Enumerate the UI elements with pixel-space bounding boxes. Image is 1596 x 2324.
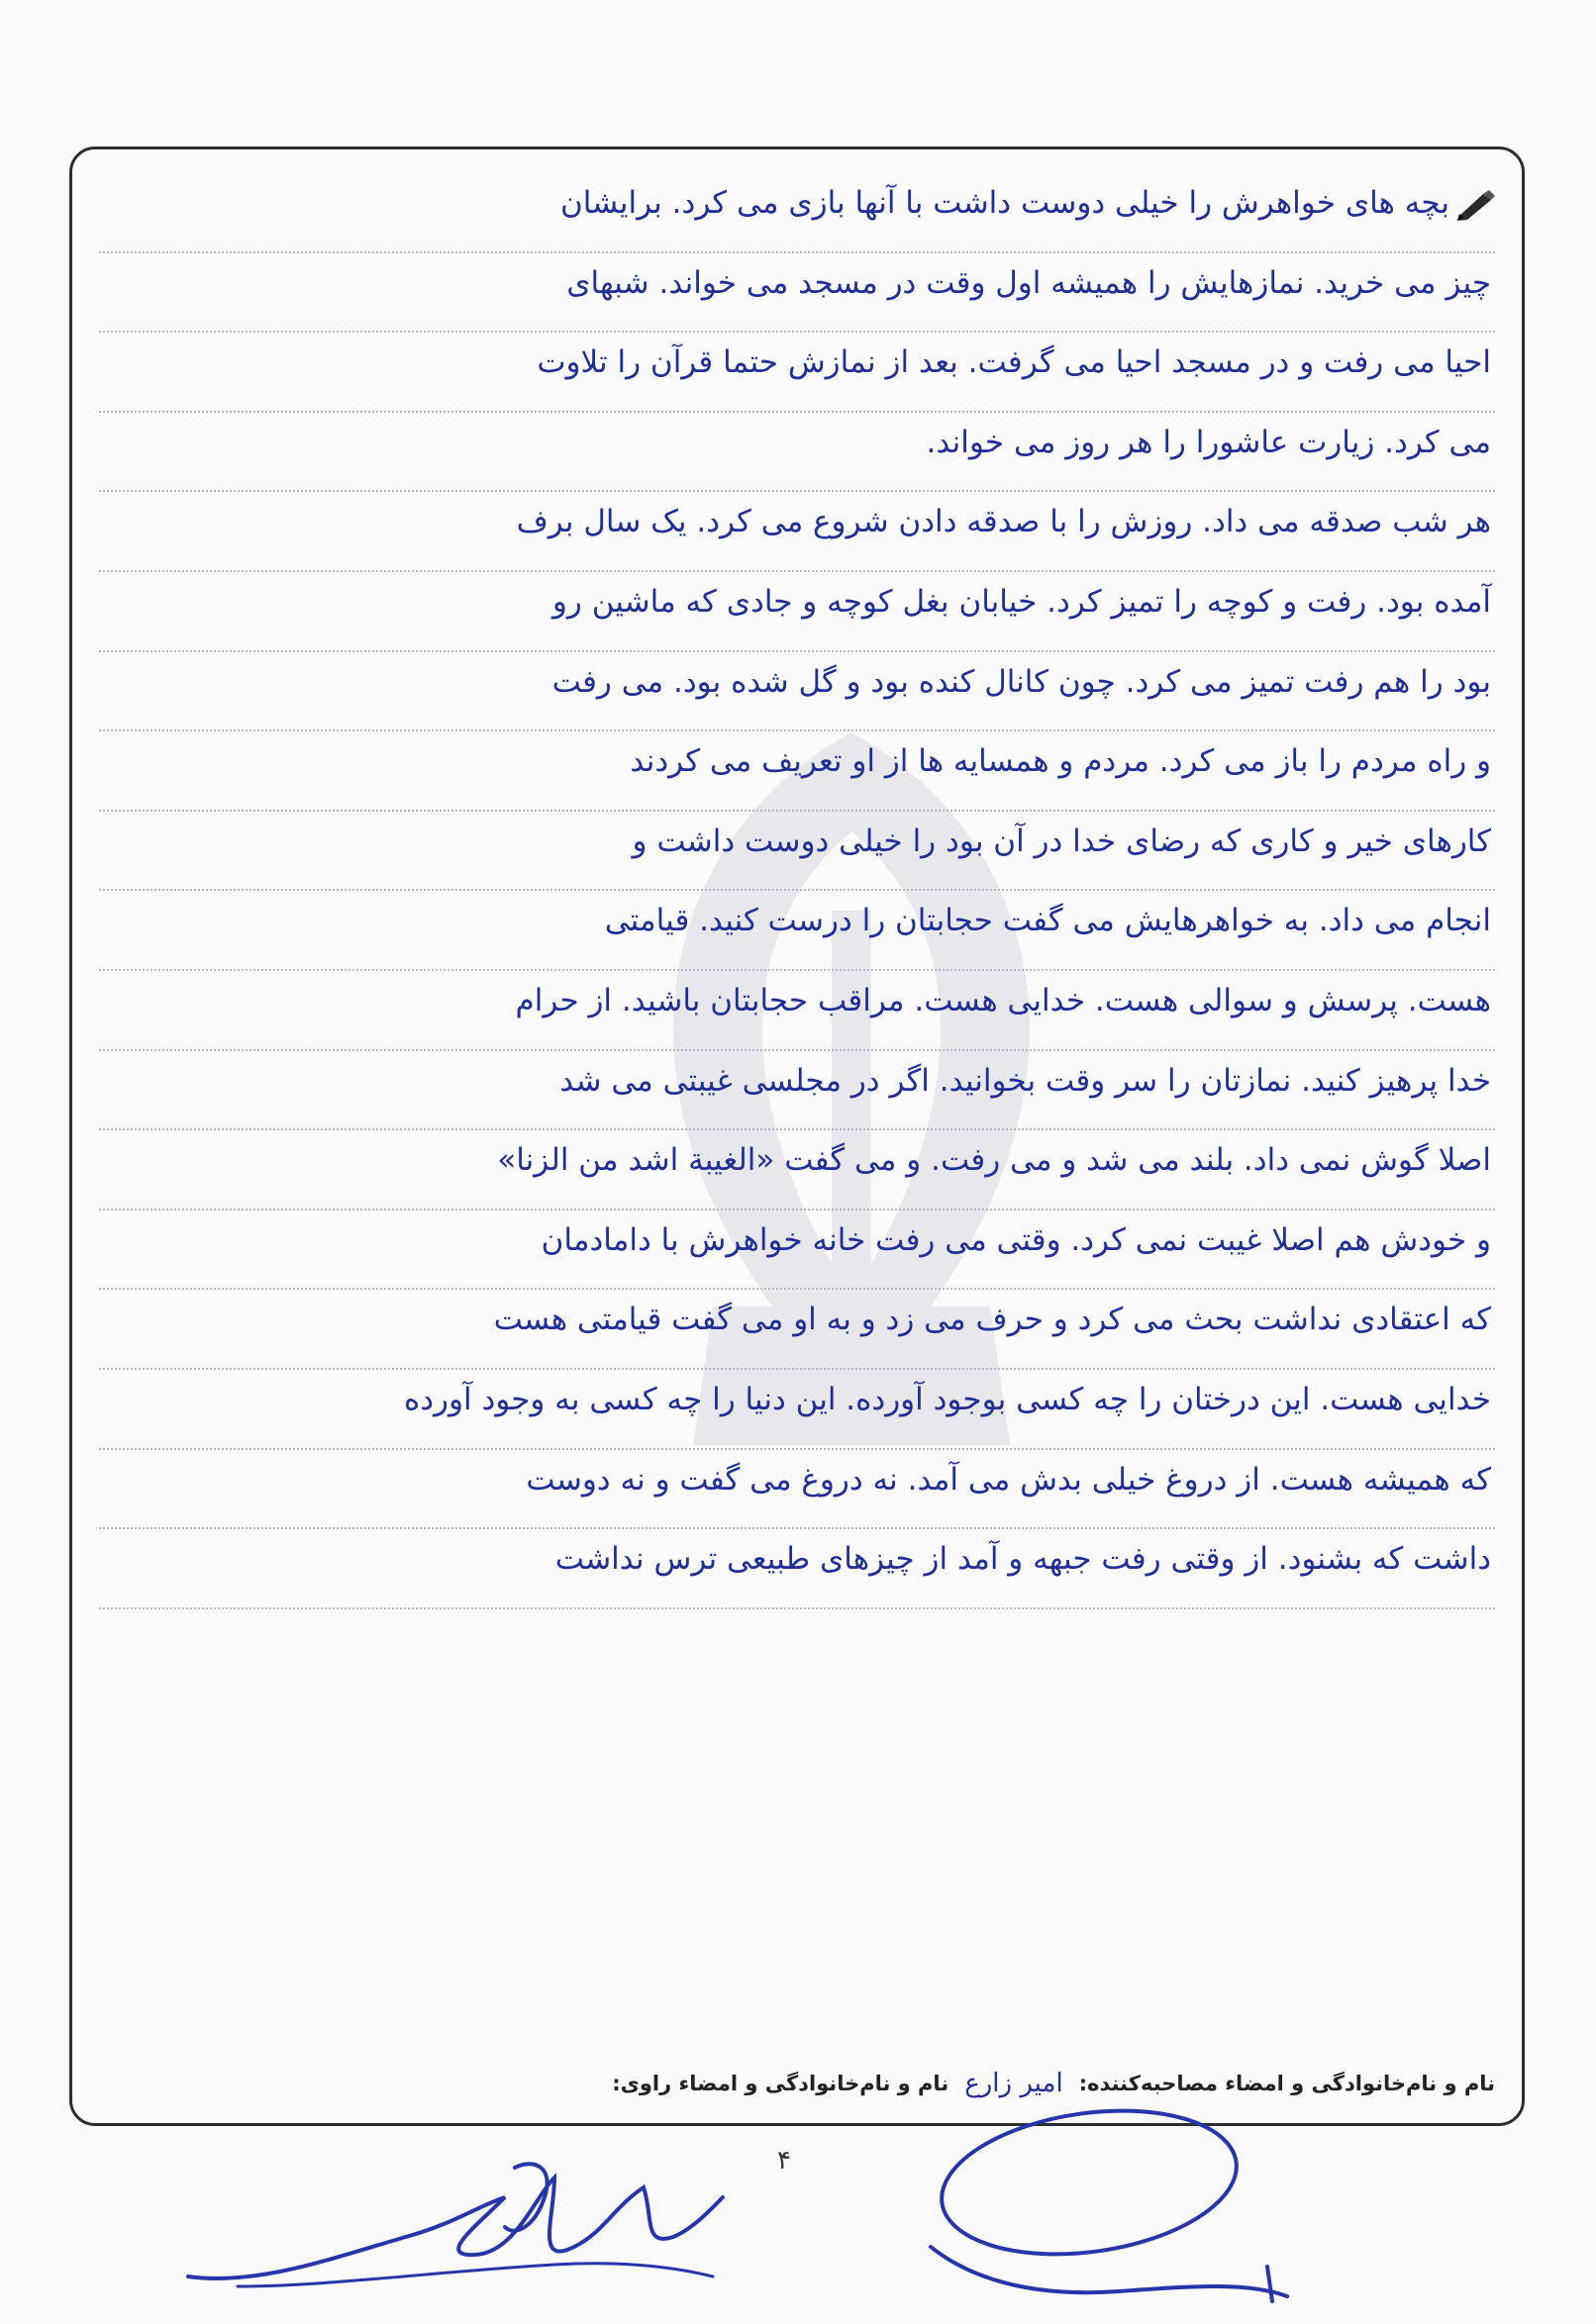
text-line: هر شب صدقه می داد. روزش را با صدقه دادن شروع می کرد. یک سال برف [99, 492, 1495, 572]
text-line: انجام می داد. به خواهرهایش می گفت حجابتان را درست کنید. قیامتی [99, 891, 1495, 971]
text-line: می کرد. زیارت عاشورا را هر روز می خواند. [99, 413, 1495, 493]
text-line: چیز می خرید. نمازهایش را همیشه اول وقت در مسجد می خواند. شبهای [99, 253, 1495, 334]
text-line: اصلا گوش نمی داد. بلند می شد و می رفت. و می گفت «الغیبة اشد من الزنا» [99, 1130, 1495, 1210]
text-line: بود را هم رفت تمیز می کرد. چون کانال کنده بود و گل شده بود. می رفت [99, 652, 1495, 732]
text-line: و خودش هم اصلا غیبت نمی کرد. وقتی می رفت خانه خواهرش با دامادمان [99, 1210, 1495, 1291]
text-line: داشت که بشنود. از وقتی رفت جبهه و آمد از چیزهای طبیعی ترس نداشت [99, 1529, 1495, 1609]
interviewer-signature [891, 2098, 1307, 2316]
text-line: کارهای خیر و کاری که رضای خدا در آن بود را خیلی دوست داشت و [99, 812, 1495, 892]
text-line: و راه مردم را باز می کرد. مردم و همسایه ها از او تعریف می کردند [99, 731, 1495, 812]
text-line: که همیشه هست. از دروغ خیلی بدش می آمد. نه دروغ می گفت و نه دوست [99, 1450, 1495, 1530]
interviewer-name: امیر زارع [964, 2069, 1063, 2098]
text-line: هست. پرسش و سوالی هست. خدایی هست. مراقب حجابتان باشید. از حرام [99, 971, 1495, 1051]
text-line: خدایی هست. این درختان را چه کسی بوجود آورده. این دنیا را چه کسی به وجود آورده [99, 1370, 1495, 1450]
text-line: بچه های خواهرش را خیلی دوست داشت با آنها بازی می کرد. برایشان [99, 173, 1495, 253]
page-number: ۴ [777, 2146, 791, 2176]
handwritten-body [99, 173, 1495, 1609]
signature-footer [99, 2064, 1495, 2103]
narrator-label: نام و نام‌خانوادگی و امضاء راوی: [612, 2072, 949, 2095]
text-line: آمده بود. رفت و کوچه را تمیز کرد. خیابان بغل کوچه و جادی که ماشین رو [99, 572, 1495, 652]
text-line: احیا می رفت و در مسجد احیا می گرفت. بعد از نمازش حتما قرآن را تلاوت [99, 333, 1495, 413]
interviewer-label: نام و نام‌خانوادگی و امضاء مصاحبه‌کننده: [1078, 2072, 1495, 2095]
text-line: که اعتقادی نداشت بحث می کرد و حرف می زد و به او می گفت قیامتی هست [99, 1290, 1495, 1370]
narrator-signature [178, 2138, 733, 2311]
text-line: خدا پرهیز کنید. نمازتان را سر وقت بخوانید. اگر در مجلسی غیبتی می شد [99, 1051, 1495, 1131]
